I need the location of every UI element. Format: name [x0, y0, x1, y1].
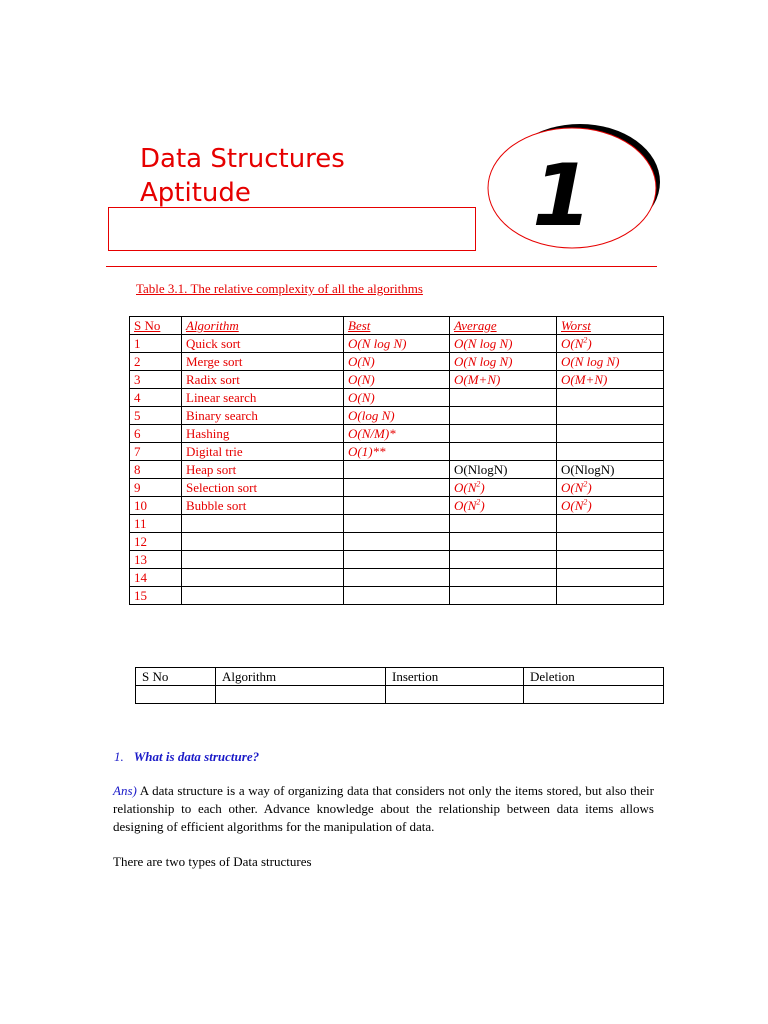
table-cell: Hashing	[182, 425, 344, 443]
table-row	[130, 389, 664, 407]
question-heading	[114, 749, 259, 765]
table-cell	[386, 686, 524, 704]
table-cell	[182, 515, 344, 533]
table-row	[130, 479, 664, 497]
table-cell: Quick sort	[182, 335, 344, 353]
table-cell: 8	[130, 461, 182, 479]
table-cell	[182, 569, 344, 587]
table-row	[136, 686, 664, 704]
table-cell	[557, 587, 664, 605]
table-row	[130, 371, 664, 389]
table-cell	[450, 587, 557, 605]
title-line-2: Aptitude	[140, 178, 251, 208]
question-text: What is data structure?	[133, 749, 260, 764]
header-cell: Algorithm	[216, 668, 386, 686]
table-cell: Heap sort	[182, 461, 344, 479]
table-cell	[557, 443, 664, 461]
table-cell	[557, 515, 664, 533]
table-cell	[344, 551, 450, 569]
table-header-row	[130, 317, 664, 335]
table-cell	[450, 425, 557, 443]
table-cell	[344, 479, 450, 497]
table-cell	[182, 533, 344, 551]
table-row	[130, 407, 664, 425]
table-cell: Digital trie	[182, 443, 344, 461]
table-row	[130, 425, 664, 443]
table-cell	[344, 515, 450, 533]
table-cell	[524, 686, 664, 704]
superscript: 2	[583, 479, 588, 489]
table-cell	[557, 533, 664, 551]
chapter-number: 1	[532, 146, 592, 246]
superscript: 2	[583, 497, 588, 507]
answer-label: Ans)	[113, 783, 137, 798]
table-cell: 2	[130, 353, 182, 371]
complexity-table	[129, 316, 664, 605]
table-cell: 4	[130, 389, 182, 407]
table-cell	[182, 551, 344, 569]
table-cell: O(N)	[344, 353, 450, 371]
table-header-row	[136, 668, 664, 686]
table-cell	[450, 533, 557, 551]
table-cell: 1	[130, 335, 182, 353]
header-cell: Average	[450, 317, 557, 335]
table-cell: $O(N^2)$	[557, 497, 664, 515]
table-row	[130, 533, 664, 551]
table-row	[130, 461, 664, 479]
table-cell: 15	[130, 587, 182, 605]
table-cell: Radix sort	[182, 371, 344, 389]
table-cell	[344, 587, 450, 605]
header-cell: S No	[130, 317, 182, 335]
table-cell	[344, 569, 450, 587]
divider	[106, 266, 657, 267]
table-cell	[344, 461, 450, 479]
header-cell: Insertion	[386, 668, 524, 686]
table-cell	[557, 551, 664, 569]
table-row	[130, 587, 664, 605]
table-cell: 10	[130, 497, 182, 515]
table-cell: O(N log N)	[557, 353, 664, 371]
types-paragraph: There are two types of Data structures	[113, 854, 312, 869]
header-cell: Best	[344, 317, 450, 335]
table-cell	[344, 533, 450, 551]
table-cell: 7	[130, 443, 182, 461]
table-cell: O(M+N)	[450, 371, 557, 389]
table-caption: Table 3.1. The relative complexity of all the algorithms	[136, 281, 423, 296]
question-number: 1.	[114, 749, 124, 764]
table-cell: O(log N)	[344, 407, 450, 425]
table-cell: 11	[130, 515, 182, 533]
table-cell	[450, 515, 557, 533]
table-row	[130, 497, 664, 515]
table-cell: O(N/M)*	[344, 425, 450, 443]
table-row	[130, 443, 664, 461]
table-cell: O(NlogN)	[450, 461, 557, 479]
table-cell: O(1)**	[344, 443, 450, 461]
table-cell: 13	[130, 551, 182, 569]
table-cell: O(N log N)	[450, 353, 557, 371]
table-cell	[557, 407, 664, 425]
table-cell: O(N)	[344, 371, 450, 389]
operations-table	[135, 667, 664, 704]
table-cell: 6	[130, 425, 182, 443]
table-row	[130, 515, 664, 533]
table-row	[130, 353, 664, 371]
header-cell: Algorithm	[182, 317, 344, 335]
table-cell: O(N log N)	[344, 335, 450, 353]
table-cell: O(N)	[344, 389, 450, 407]
header-cell: Worst	[557, 317, 664, 335]
table-cell	[557, 389, 664, 407]
table-cell	[450, 443, 557, 461]
table-cell	[216, 686, 386, 704]
table-cell	[557, 425, 664, 443]
table-cell: 12	[130, 533, 182, 551]
table-row	[130, 335, 664, 353]
table-cell: 9	[130, 479, 182, 497]
table-cell	[450, 569, 557, 587]
table-cell: $O(N^2)$	[450, 497, 557, 515]
table-cell	[344, 497, 450, 515]
table-cell: 14	[130, 569, 182, 587]
table-cell: $O(N^2)$	[557, 335, 664, 353]
table-cell	[182, 587, 344, 605]
answer-text: A data structure is a way of organizing data that considers not only the items stored, but also their relationship to each other. Advance knowledge about the relationship between data items allows designing of efficient algorithms for the manipulation of data.	[113, 783, 654, 834]
superscript: 2	[476, 497, 481, 507]
table-cell: Linear search	[182, 389, 344, 407]
table-cell: Merge sort	[182, 353, 344, 371]
table-cell	[136, 686, 216, 704]
header-cell: S No	[136, 668, 216, 686]
header-cell: Deletion	[524, 668, 664, 686]
table-cell: O(NlogN)	[557, 461, 664, 479]
table-cell	[450, 407, 557, 425]
chapter-badge	[484, 122, 666, 252]
table-row	[130, 569, 664, 587]
table-cell: $O(N^2)$	[450, 479, 557, 497]
table-row	[130, 551, 664, 569]
table-cell	[450, 551, 557, 569]
table-cell: Binary search	[182, 407, 344, 425]
superscript: 2	[476, 479, 481, 489]
superscript: 2	[583, 335, 588, 345]
title-line-1: Data Structures	[140, 144, 345, 174]
table-cell: Bubble sort	[182, 497, 344, 515]
table-cell	[450, 389, 557, 407]
table-cell: O(M+N)	[557, 371, 664, 389]
answer-paragraph	[113, 782, 654, 836]
table-cell: O(N log N)	[450, 335, 557, 353]
table-cell: 3	[130, 371, 182, 389]
title-box	[108, 207, 476, 251]
page-title	[140, 142, 460, 210]
table-cell	[557, 569, 664, 587]
table-cell: Selection sort	[182, 479, 344, 497]
table-cell: $O(N^2)$	[557, 479, 664, 497]
table-cell: 5	[130, 407, 182, 425]
